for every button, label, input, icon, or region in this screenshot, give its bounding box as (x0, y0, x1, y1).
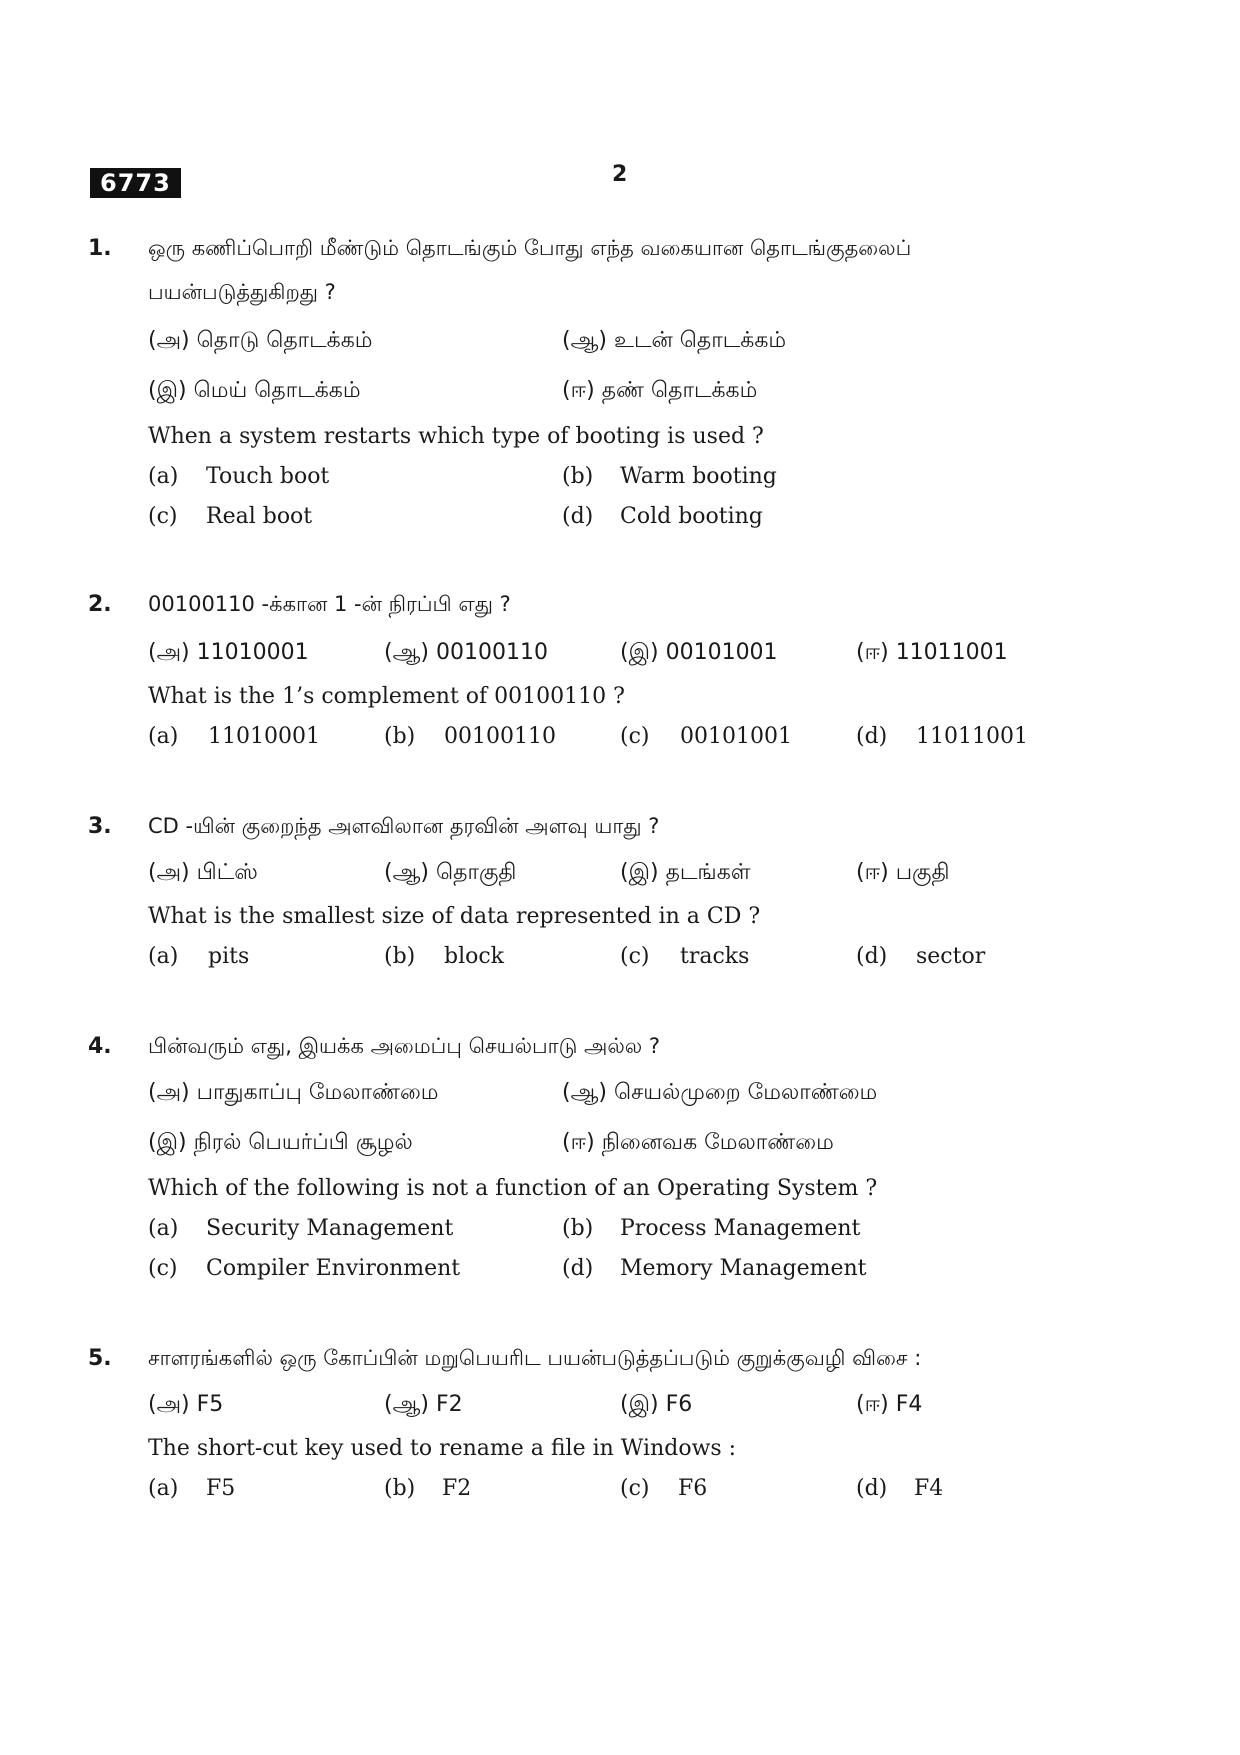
option-tamil-d: (ஈ) தண் தொடக்கம் (562, 378, 758, 403)
option-tamil-c: (இ) மெய் தொடக்கம் (148, 378, 361, 403)
option-tamil-d: (ஈ) பகுதி (856, 860, 950, 885)
paper-code: 6773 (90, 168, 181, 198)
option-d: (d) Cold booting (562, 504, 763, 529)
question-tamil-text: CD -யின் குறைந்த அளவிலான தரவின் அளவு யாது ? (148, 814, 660, 838)
question-tamil-text: 00100110 -க்கான 1 -ன் நிரப்பி எது ? (148, 592, 511, 616)
option-b: (b) Warm booting (562, 464, 777, 489)
option-tamil-b: (ஆ) உடன் தொடக்கம் (562, 328, 787, 353)
option-tamil-d: (ஈ) F4 (856, 1392, 923, 1417)
question-tamil-text: ஒரு கணிப்பொறி மீண்டும் தொடங்கும் போது எந்த வகையான தொடங்குதலைப் (148, 236, 912, 260)
question-english-text: When a system restarts which type of booting is used ? (148, 424, 764, 449)
option-tamil-b: (ஆ) F2 (384, 1392, 463, 1417)
option-tamil-b: (ஆ) தொகுதி (384, 860, 517, 885)
option-c: (c) 00101001 (620, 724, 792, 749)
option-tamil-c: (இ) 00101001 (620, 640, 778, 665)
question-number: 2. (88, 592, 112, 617)
option-tamil-a: (அ) பிட்ஸ் (148, 860, 258, 885)
option-c: (c) F6 (620, 1476, 708, 1501)
option-a: (a) 11010001 (148, 724, 320, 749)
option-tamil-a: (அ) தொடு தொடக்கம் (148, 328, 373, 353)
option-tamil-a: (அ) F5 (148, 1392, 224, 1417)
option-tamil-c: (இ) F6 (620, 1392, 693, 1417)
option-c: (c) Real boot (148, 504, 313, 529)
question-number: 5. (88, 1346, 112, 1371)
question-english-text: Which of the following is not a function of an Operating System ? (148, 1176, 878, 1201)
question-number: 3. (88, 814, 112, 839)
question-tamil-text: பின்வரும் எது, இயக்க அமைப்பு செயல்பாடு அல்ல ? (148, 1034, 661, 1058)
question-number: 1. (88, 236, 112, 261)
option-tamil-a: (அ) 11010001 (148, 640, 309, 665)
option-c: (c) tracks (620, 944, 750, 969)
option-tamil-d: (ஈ) நினைவக மேலாண்மை (562, 1130, 834, 1155)
option-d: (d) Memory Management (562, 1256, 867, 1281)
option-a: (a) pits (148, 944, 250, 969)
question-number: 4. (88, 1034, 112, 1059)
option-b: (b) Process Management (562, 1216, 861, 1241)
option-b: (b) 00100110 (384, 724, 556, 749)
option-tamil-b: (ஆ) 00100110 (384, 640, 548, 665)
question-tamil-text: சாளரங்களில் ஒரு கோப்பின் மறுபெயரிட பயன்படுத்தப்படும் குறுக்குவழி விசை : (148, 1346, 922, 1370)
option-a: (a) F5 (148, 1476, 236, 1501)
question-english-text: The short-cut key used to rename a file in Windows : (148, 1436, 737, 1461)
page-number: 2 (612, 162, 628, 187)
option-tamil-c: (இ) தடங்கள் (620, 860, 751, 885)
option-d: (d) sector (856, 944, 986, 969)
option-d: (d) 11011001 (856, 724, 1028, 749)
question-english-text: What is the 1’s complement of 00100110 ? (148, 684, 625, 709)
option-tamil-c: (இ) நிரல் பெயர்ப்பி சூழல் (148, 1130, 413, 1155)
option-a: (a) Touch boot (148, 464, 330, 489)
option-d: (d) F4 (856, 1476, 944, 1501)
option-c: (c) Compiler Environment (148, 1256, 461, 1281)
option-b: (b) block (384, 944, 505, 969)
option-tamil-a: (அ) பாதுகாப்பு மேலாண்மை (148, 1080, 439, 1105)
option-tamil-d: (ஈ) 11011001 (856, 640, 1008, 665)
question-tamil-text-cont: பயன்படுத்துகிறது ? (148, 280, 336, 304)
option-a: (a) Security Management (148, 1216, 454, 1241)
question-english-text: What is the smallest size of data represented in a CD ? (148, 904, 761, 929)
option-b: (b) F2 (384, 1476, 472, 1501)
option-tamil-b: (ஆ) செயல்முறை மேலாண்மை (562, 1080, 878, 1105)
